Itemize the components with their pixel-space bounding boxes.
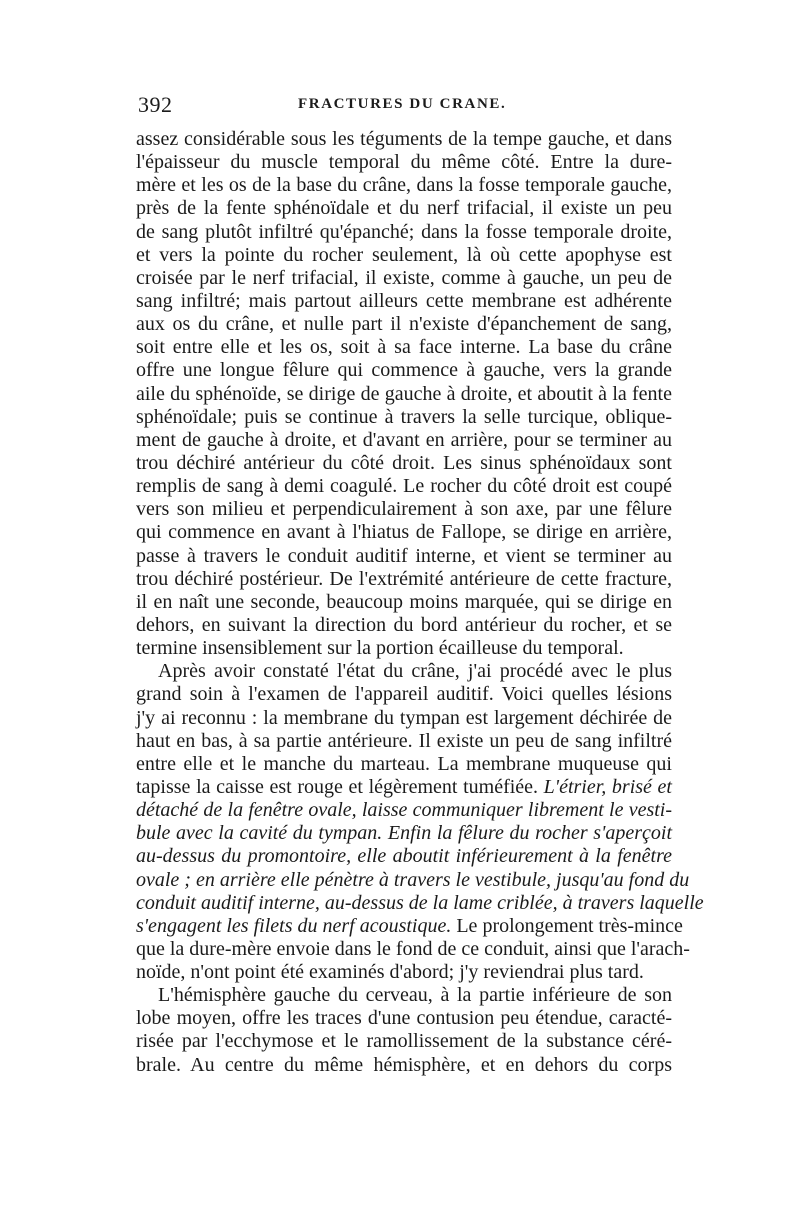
text-line: termine insensiblement sur la portion écailleuse du temporal. xyxy=(136,637,624,660)
text-segment: Le prolongement très-mince xyxy=(456,914,683,937)
text-line: soit entre elle et les os, soit à sa face interne. La base du crâne xyxy=(136,336,672,359)
text-line: brale. Au centre du même hémisphère, et en dehors du corps xyxy=(136,1053,672,1076)
text-line: qui commence en avant à l'hiatus de Fallope, se dirige en arrière, xyxy=(136,521,672,544)
text-line: ment de gauche à droite, et d'avant en arrière, pour se terminer au xyxy=(136,428,672,451)
text-line: sang infiltré; mais partout ailleurs cette membrane est adhérente xyxy=(136,289,672,312)
text-line: bule avec la cavité du tympan. Enfin la fêlure du rocher s'aperçoit xyxy=(136,822,672,845)
text-line: croisée par le nerf trifacial, il existe, comme à gauche, un peu de xyxy=(136,266,672,289)
page-number: 392 xyxy=(138,92,173,117)
text-line: conduit auditif interne, au-dessus de la lame criblée, à travers laquelle xyxy=(136,891,704,914)
italic-segment: L'étrier, brisé et xyxy=(543,775,672,798)
text-line: offre une longue fêlure qui commence à gauche, vers la grande xyxy=(136,359,672,382)
text-line: grand soin à l'examen de l'appareil auditif. Voici quelles lésions xyxy=(136,683,672,706)
text-line: remplis de sang à demi coagulé. Le rocher du côté droit est coupé xyxy=(136,475,672,498)
text-line: mère et les os de la base du crâne, dans la fosse temporale gauche, xyxy=(136,174,672,197)
text-line: vers son milieu et perpendiculairement à son axe, par une fêlure xyxy=(136,498,672,521)
text-line: ovale ; en arrière elle pénètre à travers le vestibule, jusqu'au fond du xyxy=(136,868,690,891)
text-line: trou déchiré antérieur du côté droit. Les sinus sphénoïdaux sont xyxy=(136,451,672,474)
text-line: près de la fente sphénoïdale et du nerf trifacial, il existe un peu xyxy=(136,197,672,220)
text-line: sphénoïdale; puis se continue à travers la selle turcique, oblique- xyxy=(136,405,672,428)
text-line: aile du sphénoïde, se dirige de gauche à droite, et aboutit à la fente xyxy=(136,382,672,405)
text-line xyxy=(136,914,683,938)
text-line: j'y ai reconnu : la membrane du tympan est largement déchirée de xyxy=(136,706,672,729)
italic-segment: s'engagent les filets du nerf acoustique. xyxy=(136,914,457,937)
text-line: que la dure-mère envoie dans le fond de ce conduit, ainsi que l'arach- xyxy=(136,937,690,960)
text-line: il en naît une seconde, beaucoup moins marquée, qui se dirige en xyxy=(136,590,672,613)
body-text xyxy=(136,128,704,1077)
text-line: L'hémisphère gauche du cerveau, à la partie inférieure de son xyxy=(158,984,672,1007)
text-line: Après avoir constaté l'état du crâne, j'ai procédé avec le plus xyxy=(158,660,672,683)
text-line xyxy=(136,776,672,799)
running-head: FRACTURES DU CRANE. xyxy=(298,96,507,112)
text-line: aux os du crâne, et nulle part il n'existe d'épanchement de sang, xyxy=(136,313,672,336)
text-line: de sang plutôt infiltré qu'épanché; dans la fosse temporale droite, xyxy=(136,220,672,243)
text-line: entre elle et le manche du marteau. La membrane muqueuse qui xyxy=(136,752,672,775)
text-segment: tapisse la caisse est rouge et légèrement tuméfiée. xyxy=(136,775,544,798)
text-line: trou déchiré postérieur. De l'extrémité antérieure de cette fracture, xyxy=(136,567,672,590)
text-line: l'épaisseur du muscle temporal du même côté. Entre la dure- xyxy=(136,151,672,174)
text-line: noïde, n'ont point été examinés d'abord; j'y reviendrai plus tard. xyxy=(136,961,644,984)
text-line: au-dessus du promontoire, elle aboutit inférieurement à la fenêtre xyxy=(136,845,672,868)
text-line: haut en bas, à sa partie antérieure. Il existe un peu de sang infiltré xyxy=(136,729,672,752)
text-line: risée par l'ecchymose et le ramollissement de la substance céré- xyxy=(136,1030,672,1053)
text-line: assez considérable sous les téguments de la tempe gauche, et dans xyxy=(136,128,672,150)
text-line: détaché de la fenêtre ovale, laisse communiquer librement le vesti- xyxy=(136,799,672,822)
text-line: et vers la pointe du rocher seulement, là où cette apophyse est xyxy=(136,243,672,266)
page-header xyxy=(138,92,673,122)
text-line: dehors, en suivant la direction du bord antérieur du rocher, et se xyxy=(136,613,672,636)
text-line: passe à travers le conduit auditif interne, et vient se terminer au xyxy=(136,544,672,567)
text-line: lobe moyen, offre les traces d'une contusion peu étendue, caracté- xyxy=(136,1007,672,1030)
